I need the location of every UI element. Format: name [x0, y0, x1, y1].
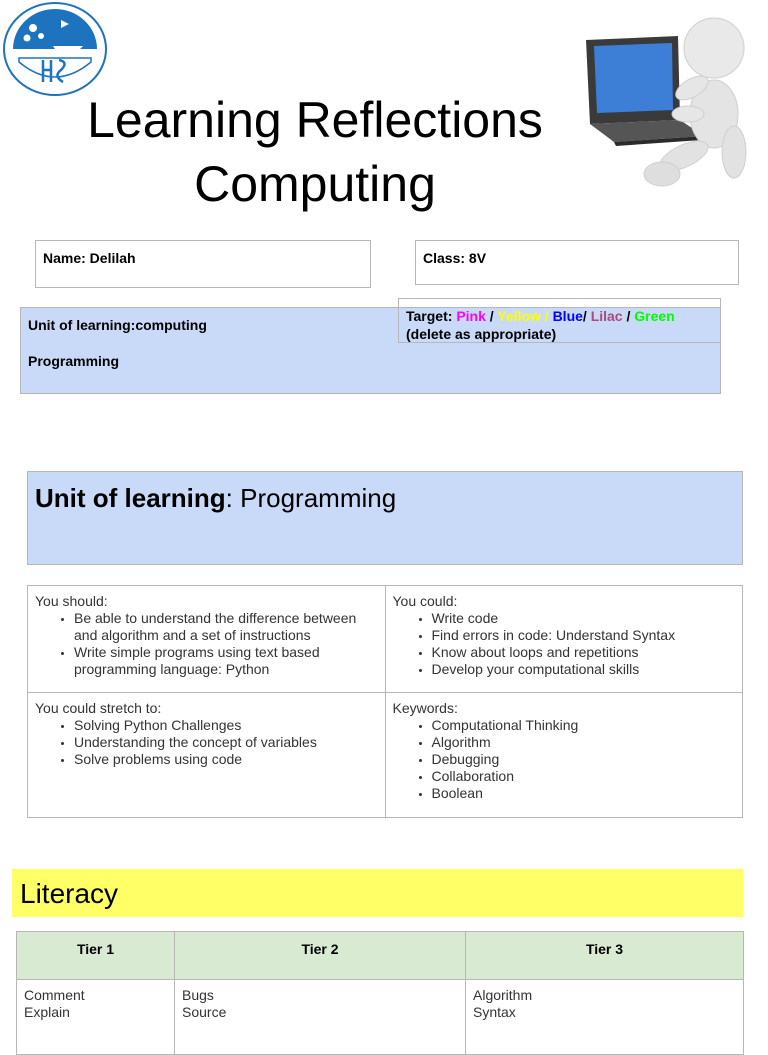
target-label: Target: — [406, 308, 457, 324]
unit-strip-line-1: Unit of learning:computing — [28, 317, 207, 333]
unit-of-learning-heading — [27, 471, 743, 565]
list-item: • Write code — [432, 610, 736, 627]
keywords-title: Keywords: — [392, 699, 458, 716]
target-pink: Pink — [456, 308, 486, 324]
list-item: Source — [182, 1004, 227, 1020]
target-sep-1: / — [485, 308, 498, 324]
should-list — [35, 610, 378, 678]
list-item: • Solving Python Challenges — [74, 717, 378, 734]
target-lilac: Lilac — [590, 308, 623, 324]
unit-strip-line-2: Programming — [28, 353, 120, 369]
list-item: • Find errors in code: Understand Syntax — [432, 627, 736, 644]
stretch-title: You could stretch to: — [35, 699, 162, 716]
list-item: Explain — [24, 1004, 70, 1020]
list-item: • Know about loops and repetitions — [432, 644, 736, 661]
uol-bold: Unit of learning — [35, 483, 226, 513]
target-yellow: Yellow / — [497, 308, 553, 324]
school-logo-icon — [3, 2, 107, 96]
stretch-list — [35, 717, 378, 768]
should-cell — [28, 586, 386, 693]
title-line-2: Computing — [194, 156, 436, 212]
tier-2-cell — [175, 980, 466, 1055]
list-item: • Write simple programs using text based programming language: Python — [74, 644, 378, 678]
target-green: Green — [634, 308, 675, 324]
list-item: • Debugging — [432, 751, 736, 768]
keywords-list — [393, 717, 736, 802]
target-sep-3: / — [622, 308, 635, 324]
list-item: • Collaboration — [432, 768, 736, 785]
name-field: Name: Delilah — [35, 240, 371, 288]
tier-3-header: Tier 3 — [466, 932, 744, 980]
list-item: • Computational Thinking — [432, 717, 736, 734]
list-item: • Boolean — [432, 785, 736, 802]
tier-3-cell — [466, 980, 744, 1055]
could-title: You could: — [392, 593, 458, 609]
target-sep-2: / — [582, 308, 591, 324]
target-blue: Blue — [552, 308, 583, 324]
list-item: Syntax — [473, 1004, 516, 1020]
list-item: • Algorithm — [432, 734, 736, 751]
should-title: You should: — [35, 593, 108, 609]
list-item: • Be able to understand the difference between and algorithm and a set of instructions — [74, 610, 378, 644]
list-item: Algorithm — [473, 987, 533, 1003]
tier-1-cell — [17, 980, 175, 1055]
class-field: Class: 8V — [415, 240, 739, 285]
target-box — [398, 298, 721, 343]
tier-1-header: Tier 1 — [17, 932, 175, 980]
list-item: • Solve problems using code — [74, 751, 378, 768]
keywords-cell — [385, 692, 743, 817]
literacy-heading: Literacy — [12, 869, 743, 917]
uol-rest: : Programming — [225, 483, 397, 513]
stretch-cell — [28, 692, 386, 817]
target-line — [406, 307, 713, 325]
list-item: Comment — [24, 987, 85, 1003]
figure-with-laptop-icon — [584, 14, 756, 196]
list-item: • Develop your computational skills — [432, 661, 736, 678]
outcomes-table — [27, 585, 743, 818]
list-item: • Understanding the concept of variables — [74, 734, 378, 751]
list-item: Bugs — [182, 987, 214, 1003]
could-cell — [385, 586, 743, 693]
could-list — [393, 610, 736, 678]
title-line-1: Learning Reflections — [87, 92, 543, 148]
tier-2-header: Tier 2 — [175, 932, 466, 980]
tiers-table — [16, 931, 744, 1055]
page-title — [40, 88, 590, 216]
target-note: (delete as appropriate) — [406, 326, 557, 342]
